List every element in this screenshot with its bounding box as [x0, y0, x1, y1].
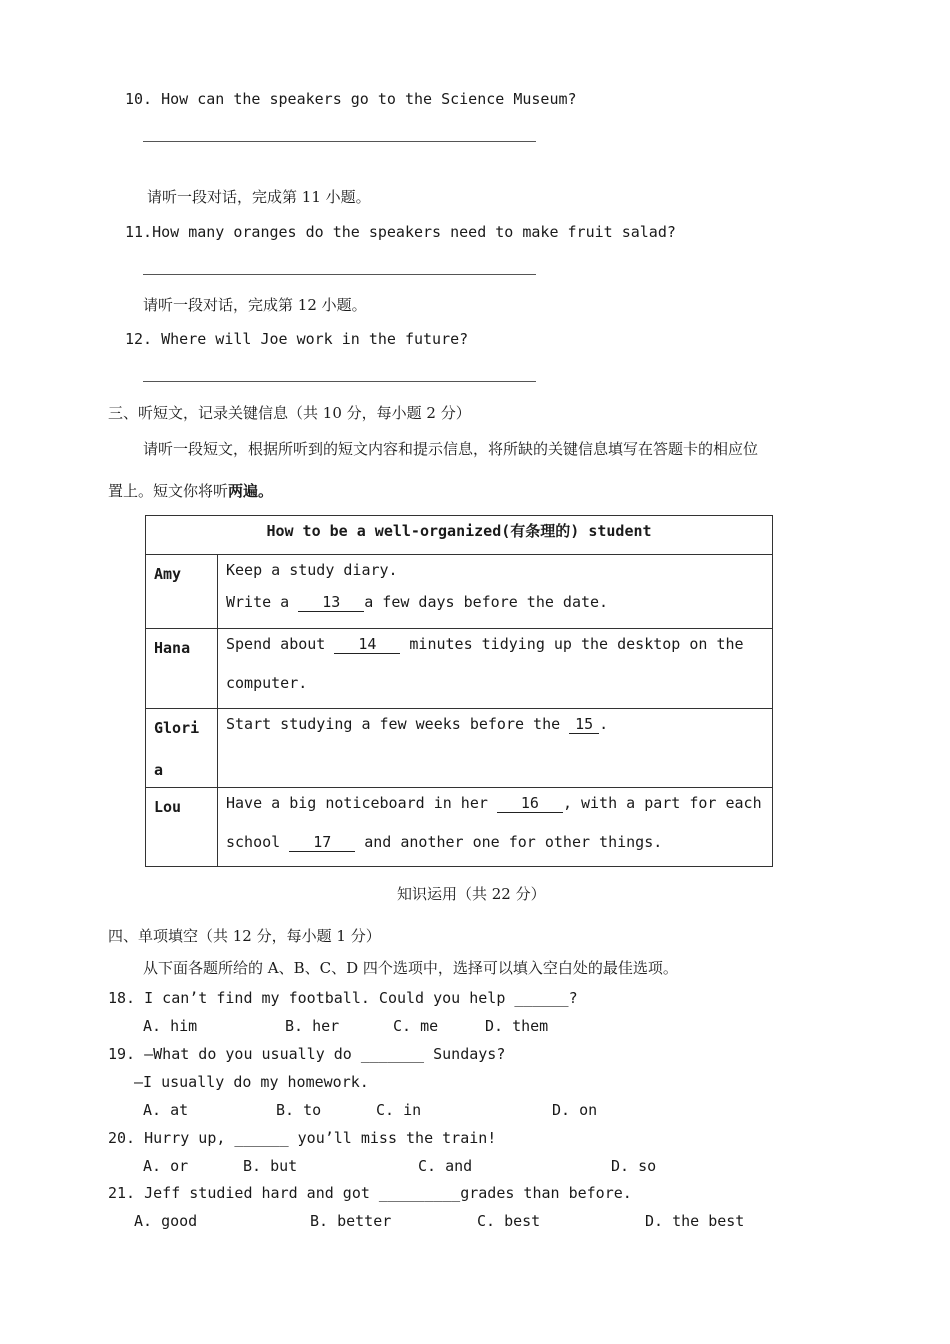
question-20: 20. Hurry up, ______ you’ll miss the train! — [108, 1129, 497, 1147]
table-title: How to be a well-organized(有条理的) student — [146, 516, 773, 555]
option-20-d[interactable]: D. so — [611, 1157, 657, 1175]
question-11 — [125, 223, 676, 241]
option-19-d[interactable]: D. on — [552, 1101, 598, 1119]
option-19-c[interactable]: C. in — [376, 1101, 422, 1119]
question-19: 19. —What do you usually do _______ Sundays? — [108, 1045, 506, 1063]
row-content: Keep a study diary. Write a 13 a few days before the date. — [218, 555, 773, 629]
option-21-a[interactable]: A. good — [134, 1212, 198, 1230]
table-row — [146, 709, 773, 788]
answer-line-12[interactable] — [143, 381, 536, 382]
section4-instruction: 从下面各题所给的 A、B、C、D 四个选项中，选择可以填入空白处的最佳选项。 — [143, 959, 678, 977]
option-18-b[interactable]: B. her — [285, 1017, 340, 1035]
question-text: How many oranges do the speakers need to make fruit salad? — [152, 223, 676, 241]
question-text: How can the speakers go to the Science Museum? — [161, 90, 577, 108]
row-name: Amy — [146, 555, 218, 629]
question-21: 21. Jeff studied hard and got _________grades than before. — [108, 1184, 632, 1202]
section3-instruction-line1: 请听一段短文，根据所听到的短文内容和提示信息，将所缺的关键信息填写在答题卡的相应位 — [143, 440, 759, 458]
table-row — [146, 629, 773, 709]
instruction-11: 请听一段对话，完成第 11 小题。 — [147, 188, 371, 206]
blank-14[interactable]: 14 — [334, 635, 400, 654]
option-19-b[interactable]: B. to — [276, 1101, 322, 1119]
option-20-c[interactable]: C. and — [418, 1157, 473, 1175]
option-18-a[interactable]: A. him — [143, 1017, 198, 1035]
knowledge-heading: 知识运用（共 22 分） — [397, 885, 546, 903]
row-name: Hana — [146, 629, 218, 709]
option-20-b[interactable]: B. but — [243, 1157, 298, 1175]
table-row — [146, 788, 773, 867]
question-18: 18. I can’t find my football. Could you help ______? — [108, 989, 578, 1007]
blank-15[interactable]: 15 — [569, 715, 599, 734]
question-text: Where will Joe work in the future? — [161, 330, 469, 348]
section3-instruction-line2: 置上。短文你将听两遍。 — [108, 482, 274, 500]
option-21-c[interactable]: C. best — [477, 1212, 541, 1230]
blank-13[interactable]: 13 — [298, 593, 364, 612]
question-10 — [125, 90, 577, 108]
row-content: Start studying a few weeks before the 15 . — [218, 709, 773, 788]
option-21-b[interactable]: B. better — [310, 1212, 392, 1230]
section3-heading: 三、听短文，记录关键信息（共 10 分，每小题 2 分） — [108, 404, 471, 422]
blank-16[interactable]: 16 — [497, 794, 563, 813]
row-name: Lou — [146, 788, 218, 867]
option-20-a[interactable]: A. or — [143, 1157, 189, 1175]
question-number: 12. — [125, 330, 153, 348]
question-number: 10. — [125, 90, 153, 108]
option-21-d[interactable]: D. the best — [645, 1212, 745, 1230]
blank-17[interactable]: 17 — [289, 833, 355, 852]
info-table — [145, 515, 773, 867]
question-number: 11. — [125, 223, 153, 241]
row-content: Spend about 14 minutes tidying up the desktop on the computer. — [218, 629, 773, 709]
question-19-reply: —I usually do my homework. — [134, 1073, 369, 1091]
row-name: Glori a — [146, 709, 218, 788]
section4-heading: 四、单项填空（共 12 分，每小题 1 分） — [108, 927, 381, 945]
table-row — [146, 555, 773, 629]
question-12 — [125, 330, 468, 348]
answer-line-10[interactable] — [143, 141, 536, 142]
option-19-a[interactable]: A. at — [143, 1101, 189, 1119]
option-18-d[interactable]: D. them — [485, 1017, 549, 1035]
instruction-12: 请听一段对话，完成第 12 小题。 — [143, 296, 367, 314]
option-18-c[interactable]: C. me — [393, 1017, 439, 1035]
emphasis-twice: 两遍。 — [228, 482, 274, 500]
answer-line-11[interactable] — [143, 274, 536, 275]
row-content: Have a big noticeboard in her 16 , with a part for each school 17 and another one for other things. — [218, 788, 773, 867]
